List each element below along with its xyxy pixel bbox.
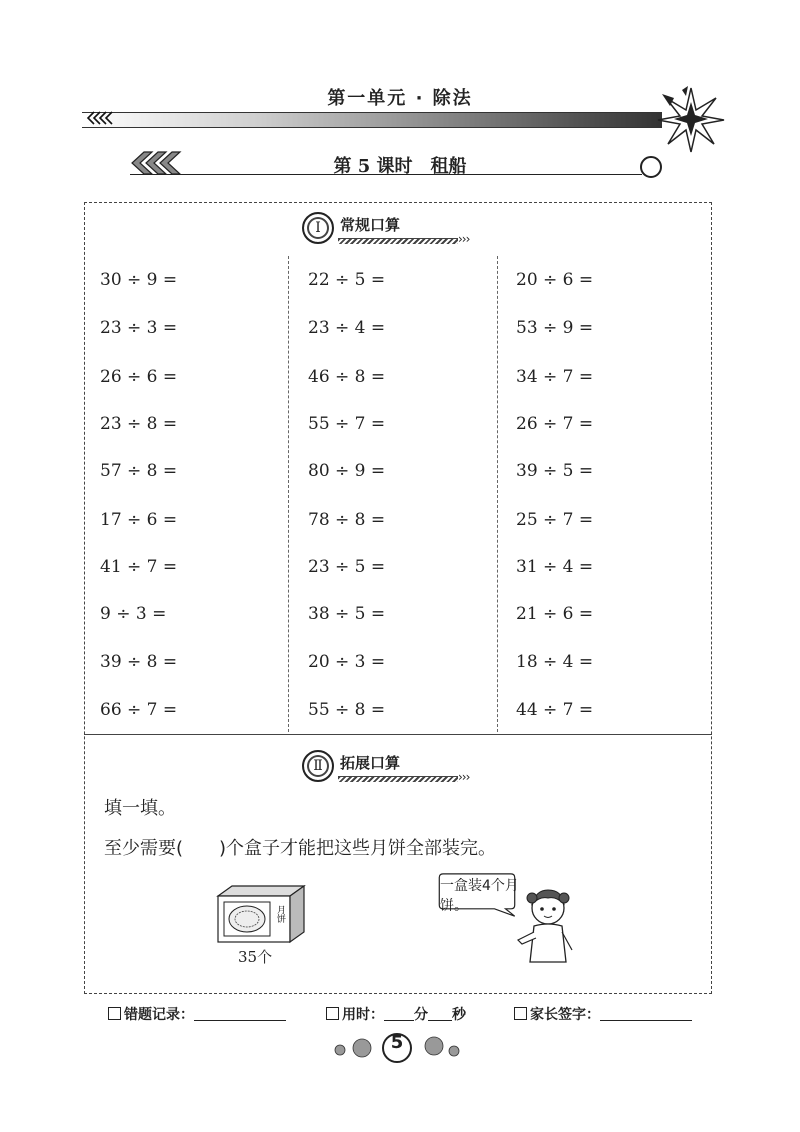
signature-blank[interactable] — [600, 1006, 692, 1021]
arrows-icon: ››› — [458, 770, 470, 784]
section-divider — [84, 734, 712, 735]
mistakes-blank[interactable] — [194, 1006, 286, 1021]
column-divider — [497, 256, 498, 732]
fill-question: 至少需要( )个盒子才能把这些月饼全部装完。 — [104, 838, 497, 859]
lesson-chevrons-icon — [130, 150, 190, 176]
checkbox-icon[interactable] — [514, 1007, 527, 1020]
fill-instruction: 填一填。 — [104, 798, 176, 819]
time-record — [326, 1004, 466, 1024]
problem-c2-r8: 38 ÷ 5 = — [308, 604, 386, 624]
problem-c3-r8: 21 ÷ 6 = — [516, 604, 594, 624]
problem-c1-r10: 66 ÷ 7 = — [100, 700, 178, 720]
problem-c1-r1: 30 ÷ 9 = — [100, 270, 178, 290]
arrows-icon: ››› — [458, 232, 470, 246]
problem-c3-r1: 20 ÷ 6 = — [516, 270, 594, 290]
lesson-underline — [130, 174, 642, 175]
minutes-blank[interactable] — [384, 1006, 414, 1021]
section-1-heading — [302, 212, 502, 246]
problem-c3-r9: 18 ÷ 4 = — [516, 652, 594, 672]
problem-c2-r1: 22 ÷ 5 = — [308, 270, 386, 290]
section-2-bar — [338, 776, 458, 782]
problem-c3-r6: 25 ÷ 7 = — [516, 510, 594, 530]
time-label: 用时： — [342, 1007, 384, 1023]
problem-c2-r6: 78 ÷ 8 = — [308, 510, 386, 530]
problem-c1-r5: 57 ÷ 8 = — [100, 461, 178, 481]
problem-c2-r5: 80 ÷ 9 = — [308, 461, 386, 481]
mooncake-box-icon — [214, 884, 306, 944]
section-1-bar — [338, 238, 458, 244]
problem-c2-r9: 20 ÷ 3 = — [308, 652, 386, 672]
problem-c2-r4: 55 ÷ 7 = — [308, 414, 386, 434]
mistakes-record — [108, 1004, 286, 1024]
problem-c1-r9: 39 ÷ 8 = — [100, 652, 178, 672]
problem-c1-r8: 9 ÷ 3 = — [100, 604, 167, 624]
mistakes-label: 错题记录： — [124, 1007, 194, 1023]
problem-c3-r5: 39 ÷ 5 = — [516, 461, 594, 481]
lesson-circle-icon — [640, 156, 662, 178]
problem-c2-r2: 23 ÷ 4 = — [308, 318, 386, 338]
problem-c1-r2: 23 ÷ 3 = — [100, 318, 178, 338]
problem-c3-r2: 53 ÷ 9 = — [516, 318, 594, 338]
section-2-heading — [302, 750, 502, 784]
exercise-box — [84, 202, 712, 994]
parent-signature — [514, 1004, 692, 1024]
header-chevrons-icon — [86, 110, 126, 126]
section-1-badge: Ⅰ — [302, 212, 334, 244]
seconds-unit: 秒 — [452, 1007, 466, 1023]
box-count: 35个 — [238, 948, 273, 966]
checkbox-icon[interactable] — [108, 1007, 121, 1020]
box-label: 月饼 — [275, 905, 285, 923]
problem-c3-r7: 31 ÷ 4 = — [516, 557, 594, 577]
lesson-title: 第 5 课时 租船 — [333, 156, 467, 177]
section-1-label: 常规口算 — [340, 216, 401, 234]
parent-label: 家长签字： — [530, 1007, 600, 1023]
problem-c2-r7: 23 ÷ 5 = — [308, 557, 386, 577]
seconds-blank[interactable] — [428, 1006, 452, 1021]
header-bar — [82, 112, 662, 128]
problem-c3-r10: 44 ÷ 7 = — [516, 700, 594, 720]
problem-c1-r4: 23 ÷ 8 = — [100, 414, 178, 434]
section-2-label: 拓展口算 — [340, 754, 401, 772]
girl-illustration-icon — [510, 880, 586, 964]
minutes-unit: 分 — [414, 1007, 428, 1023]
checkbox-icon[interactable] — [326, 1007, 339, 1020]
problem-c2-r10: 55 ÷ 8 = — [308, 700, 386, 720]
star-ornament-icon — [656, 84, 726, 154]
column-divider — [288, 256, 289, 732]
problem-c2-r3: 46 ÷ 8 = — [308, 367, 386, 387]
problem-c1-r7: 41 ÷ 7 = — [100, 557, 178, 577]
section-2-badge: Ⅱ — [302, 750, 334, 782]
problem-c1-r6: 17 ÷ 6 = — [100, 510, 178, 530]
unit-title: 第一单元 · 除法 — [327, 88, 473, 109]
bubble-text: 一盒装4个月饼。 — [440, 878, 519, 914]
problem-c1-r3: 26 ÷ 6 = — [100, 367, 178, 387]
problem-c3-r3: 34 ÷ 7 = — [516, 367, 594, 387]
problem-c3-r4: 26 ÷ 7 = — [516, 414, 594, 434]
page-number: 5 — [390, 1032, 404, 1053]
